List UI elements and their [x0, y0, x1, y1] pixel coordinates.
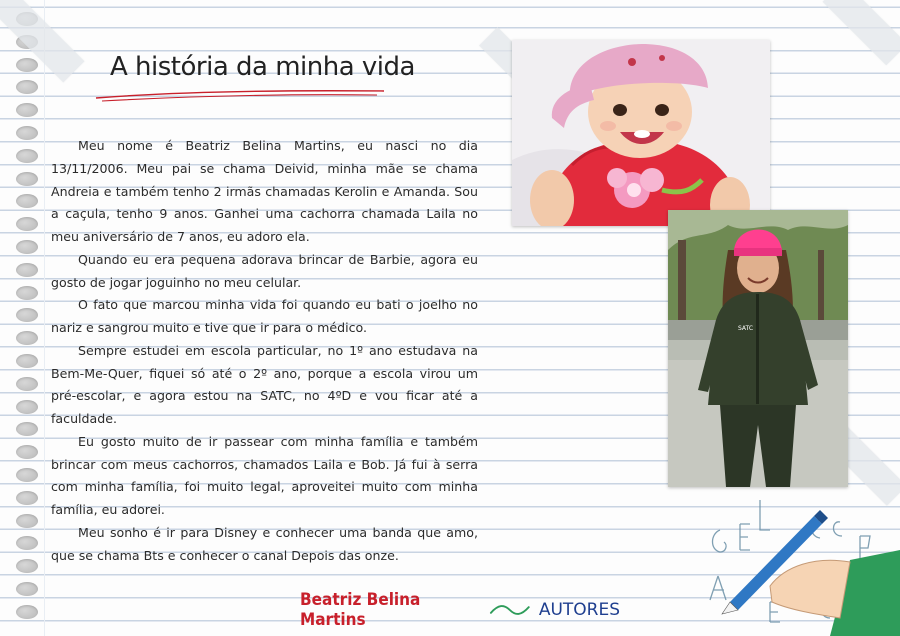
story-paragraph: O fato que marcou minha vida foi quando eu bati o joelho no nariz e sangrou muito e tive que ir para o médico.	[51, 297, 478, 335]
binder-hole	[16, 217, 38, 231]
footer-credit	[300, 590, 620, 630]
binder-hole	[16, 263, 38, 277]
binder-hole	[16, 149, 38, 163]
section-label: AUTORES	[538, 600, 620, 620]
binder-hole	[16, 126, 38, 140]
binder-hole	[16, 468, 38, 482]
binder-hole	[16, 172, 38, 186]
binder-hole	[16, 491, 38, 505]
story-paragraph: Sempre estudei em escola particular, no 1º ano estudava na Bem-Me-Quer, fiquei só até o 2º ano, porque a escola virou um pré-escolar, e agora estou na SATC, no 4ºD e vou ficar até a faculdade.	[51, 342, 478, 426]
tilde-flourish-icon	[489, 602, 531, 618]
binder-holes	[16, 12, 40, 632]
baby-photo	[512, 40, 770, 226]
binder-hole	[16, 308, 38, 322]
author-name: Beatriz Belina Martins	[300, 590, 421, 630]
binder-hole	[16, 240, 38, 254]
story-text	[51, 135, 478, 567]
title-underline	[92, 86, 392, 106]
tape-top-right	[823, 0, 900, 65]
binder-hole	[16, 58, 38, 72]
binder-hole	[16, 354, 38, 368]
tape-top-left	[0, 0, 84, 82]
story-paragraph: Meu nome é Beatriz Belina Martins, eu nasci no dia 13/11/2006. Meu pai se chama Deivid, minha mãe se chama Andreia e também tenho 2 irmãs chamadas Kerolin e Amanda. Sou a caçula, tenho 9 anos. Ganhei uma cachorra chamada Laila no meu aniversário de 7 anos, eu adoro ela.	[51, 138, 478, 244]
story-paragraph: Meu sonho é ir para Disney e conhecer uma banda que amo, que se chama Bts e conhecer o canal Depois das onze.	[51, 524, 478, 563]
page-margin	[44, 0, 45, 636]
story-paragraph: Quando eu era pequena adorava brincar de Barbie, agora eu gosto de jogar joguinho no meu celular.	[51, 251, 478, 290]
girl-photo	[668, 210, 848, 487]
binder-hole	[16, 194, 38, 208]
story-paragraph: Eu gosto muito de ir passear com minha família e também brincar com meus cachorros, chamados Laila e Bob. Já fui à serra com minha família, foi muito legal, aproveitei muito com minha família, eu adorei.	[51, 433, 478, 517]
binder-hole	[16, 286, 38, 300]
binder-hole	[16, 514, 38, 528]
binder-hole	[16, 331, 38, 345]
binder-hole	[16, 400, 38, 414]
binder-hole	[16, 582, 38, 596]
binder-hole	[16, 422, 38, 436]
binder-hole	[16, 536, 38, 550]
jacket-logo: SATC	[738, 325, 754, 332]
binder-hole	[16, 80, 38, 94]
binder-hole	[16, 377, 38, 391]
binder-hole	[16, 445, 38, 459]
hand-writing-icon	[700, 490, 900, 636]
binder-hole	[16, 103, 38, 117]
binder-hole	[16, 559, 38, 573]
page-title: A história da minha vida	[110, 52, 415, 82]
binder-hole	[16, 605, 38, 619]
